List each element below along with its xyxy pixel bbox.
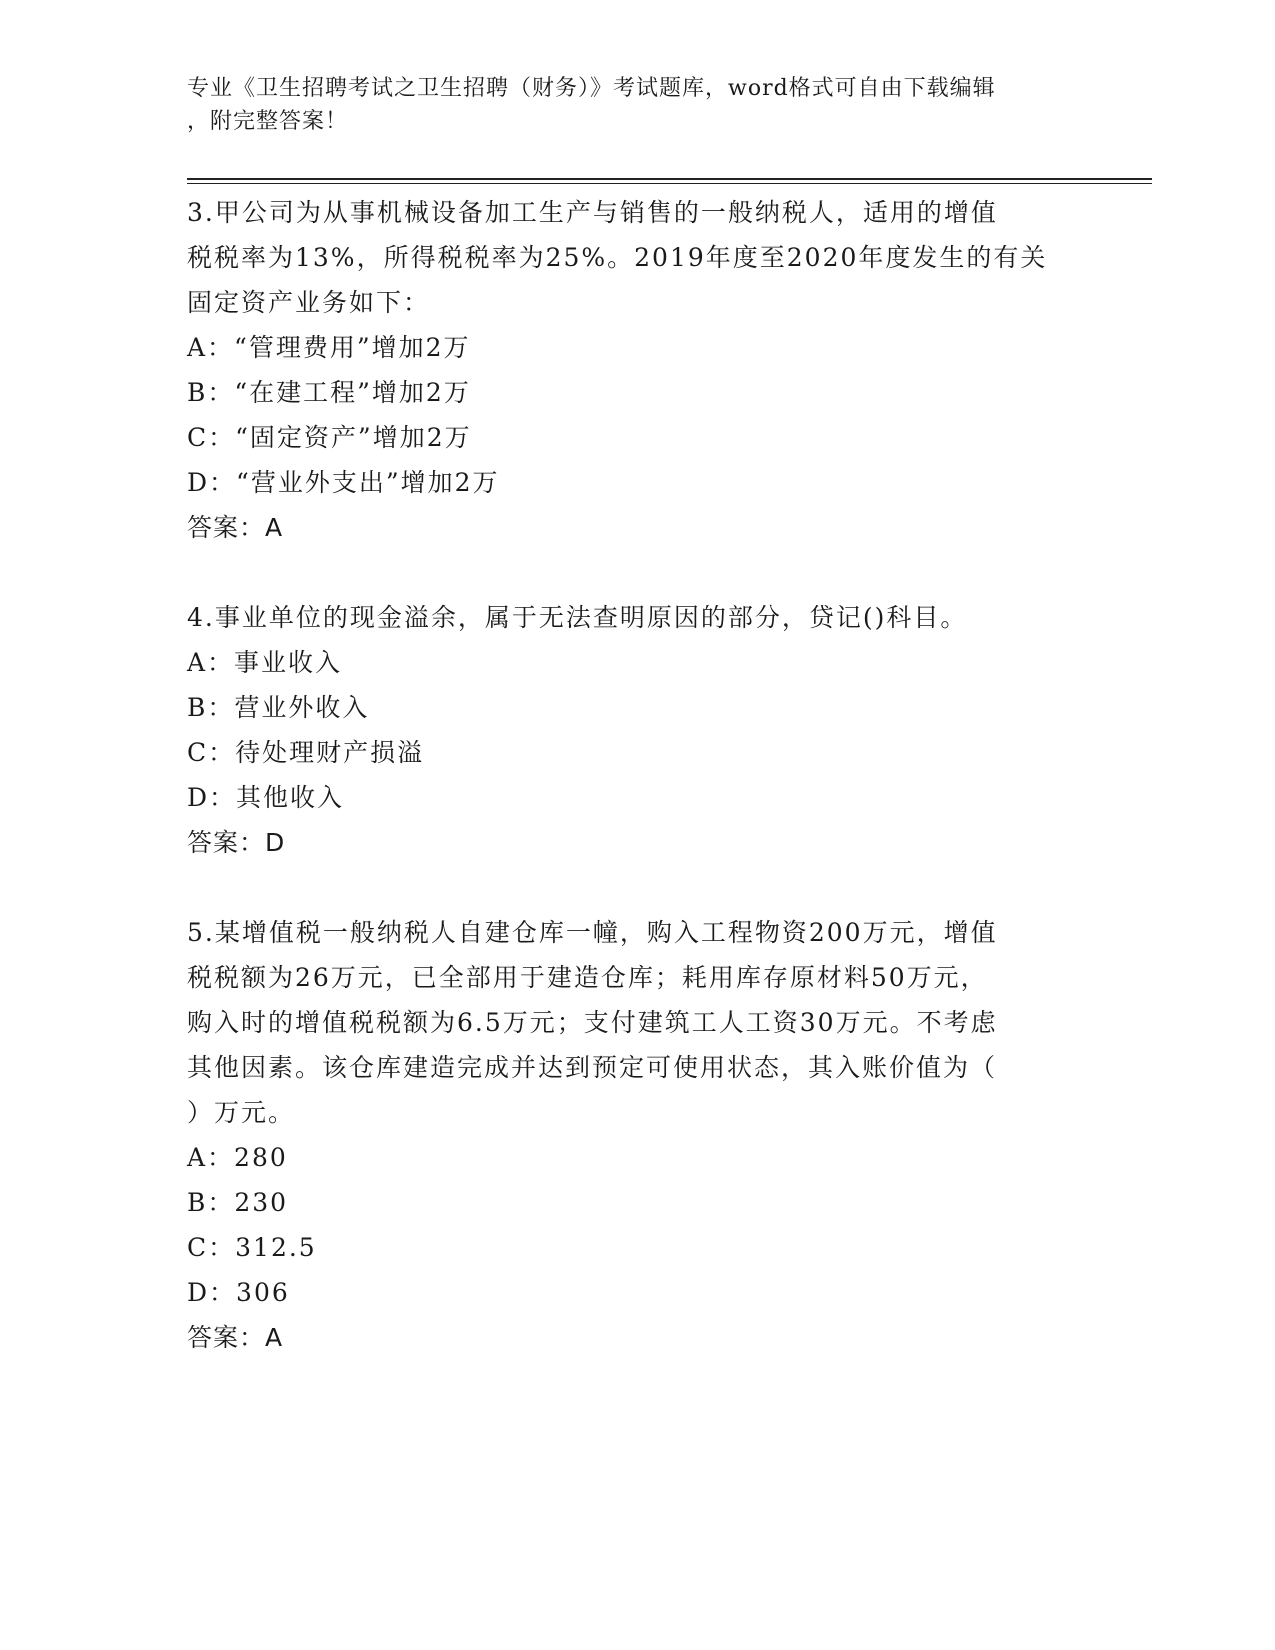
- question-stem: ）万元。: [187, 1098, 296, 1127]
- option-d: D：“营业外支出”增加2万: [187, 468, 500, 497]
- header-divider-thin: [187, 183, 1152, 184]
- question-stem: 税税率为13%，所得税税率为25%。2019年度至2020年度发生的有关: [187, 243, 1048, 272]
- option-d: D：其他收入: [187, 783, 345, 812]
- question-item: [187, 910, 1067, 1360]
- question-stem: 购入时的增值税税额为6.5万元；支付建筑工人工资30万元。不考虑: [187, 1008, 998, 1037]
- question-stem: 4.事业单位的现金溢余，属于无法查明原因的部分，贷记()科目。: [187, 603, 968, 632]
- question-item: [187, 190, 1067, 550]
- header-line: ，附完整答案！: [187, 109, 349, 134]
- option-c: C：“固定资产”增加2万: [187, 423, 472, 452]
- option-b: B：“在建工程”增加2万: [187, 378, 471, 407]
- option-c: C：待处理财产损溢: [187, 738, 425, 767]
- option-c: C：312.5: [187, 1233, 317, 1262]
- option-d: D：306: [187, 1278, 290, 1307]
- option-a: A：“管理费用”增加2万: [187, 333, 471, 362]
- question-stem: 其他因素。该仓库建造完成并达到预定可使用状态，其入账价值为（: [187, 1053, 998, 1082]
- question-stem: 税税额为26万元，已全部用于建造仓库；耗用库存原材料50万元，: [187, 963, 988, 992]
- question-item: [187, 595, 1067, 865]
- question-list: [187, 190, 1067, 1360]
- option-a: A：280: [187, 1143, 288, 1172]
- answer-line: 答案：D: [187, 828, 286, 857]
- question-stem: 固定资产业务如下：: [187, 288, 431, 317]
- answer-line: 答案：A: [187, 513, 284, 542]
- option-b: B：230: [187, 1188, 289, 1217]
- option-b: B：营业外收入: [187, 693, 370, 722]
- option-a: A：事业收入: [187, 648, 343, 677]
- header-line: 专业《卫生招聘考试之卫生招聘（财务）》考试题库，word格式可自由下载编辑: [187, 76, 996, 101]
- answer-line: 答案：A: [187, 1323, 284, 1352]
- document-header: [187, 72, 1067, 138]
- question-stem: 3.甲公司为从事机械设备加工生产与销售的一般纳税人，适用的增值: [187, 198, 998, 227]
- spacer: [187, 550, 1067, 595]
- question-stem: 5.某增值税一般纳税人自建仓库一幢，购入工程物资200万元，增值: [187, 918, 998, 947]
- spacer: [187, 865, 1067, 910]
- header-divider-thick: [187, 178, 1152, 180]
